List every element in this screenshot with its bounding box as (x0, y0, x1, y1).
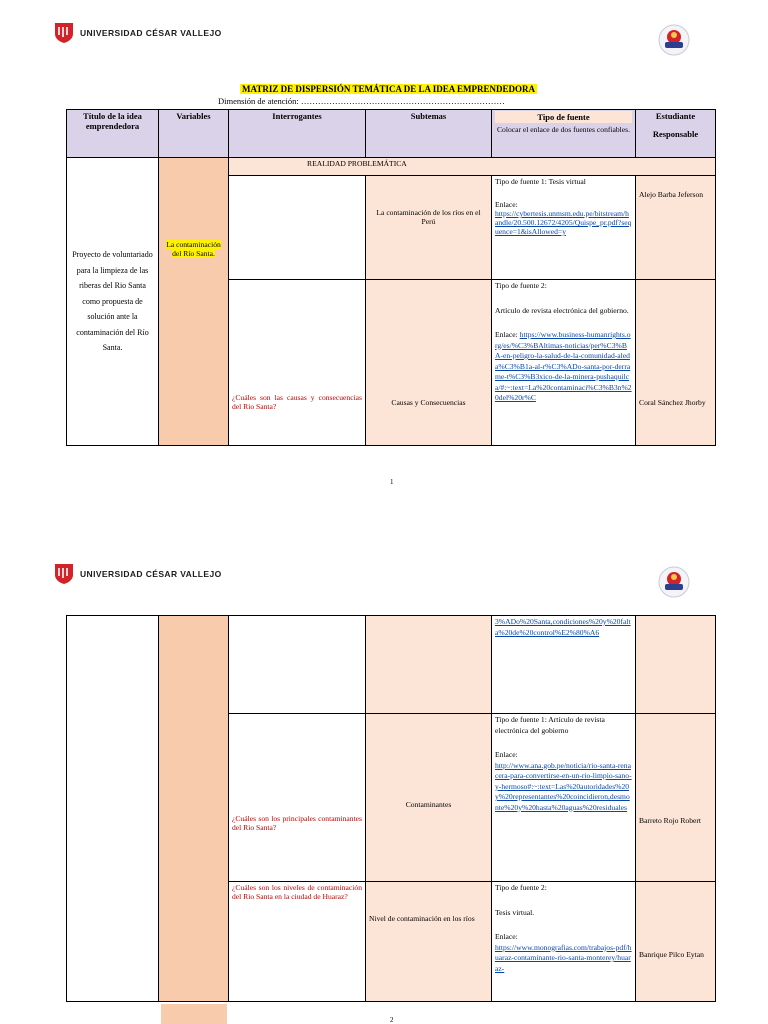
university-name: UNIVERSIDAD CÉSAR VALLEJO (80, 28, 222, 38)
idea-title-cell-continued (67, 616, 159, 1002)
col-header-interrogantes: Interrogantes (229, 110, 366, 158)
dispersion-matrix-page1 (66, 109, 716, 446)
variable-text: La contaminación del Río Santa. (166, 240, 221, 258)
student-name: Alejo Barba Jeferson (639, 190, 704, 199)
source-type: Tipo de fuente 1: Tesis virtual (495, 177, 586, 186)
source-type: Tipo de fuente 1: Artículo de revista electrónica del gobierno (495, 715, 605, 735)
university-name: UNIVERSIDAD CÉSAR VALLEJO (80, 569, 222, 579)
student-name: Barreto Rojo Robert (639, 816, 702, 825)
source-cell-4 (492, 882, 636, 1002)
estudiante-title: Estudiante (655, 111, 696, 121)
question-cell-3 (229, 714, 366, 882)
question-cell-continued (229, 616, 366, 714)
source-link[interactable]: http://www.ana.gob.pe/noticia/rio-santa-renacera-para-convertirse-en-un-rio-limpio-sano-y-hermoso#:~:text=Las%20autoridades%20y%20representantes%20coincidieron,desmonte%20y%20hasta%20aguas%20residuales (495, 760, 632, 812)
col-header-variables: Variables (159, 110, 229, 158)
question-text: ¿Cuáles son los principales contaminantes del Rio Santa? (232, 814, 362, 832)
source-link[interactable]: https://www.monografias.com/trabajos-pdf/huaraz-contaminante-rio-santa-monterey/huaraz- (495, 942, 632, 973)
question-text: ¿Cuáles son los niveles de contaminación del Rio Santa en la ciudad de Huaraz? (232, 883, 362, 901)
source-type: Tipo de fuente 2: (495, 883, 547, 892)
col-header-tipo-fuente (492, 110, 636, 158)
source-cell-2 (492, 280, 636, 446)
page-number-1: 1 (390, 478, 394, 486)
subtopic-cell-1 (366, 176, 492, 280)
student-cell-2 (636, 280, 716, 446)
question-cell-4 (229, 882, 366, 1002)
col-header-estudiante (636, 110, 716, 158)
university-logo-page2 (54, 563, 222, 585)
subtopic-cell-4 (366, 882, 492, 1002)
tipo-fuente-instruction: Colocar el enlace de dos fuentes confiables. (496, 125, 631, 134)
student-cell-1 (636, 176, 716, 280)
subtopic-text: Contaminantes (405, 800, 452, 809)
university-logo (54, 22, 222, 44)
source-type: Tipo de fuente 2: (495, 281, 547, 290)
subtopic-text: Causas y Consecuencias (391, 397, 466, 407)
dispersion-matrix-page2 (66, 615, 716, 1002)
section-label: REALIDAD PROBLEMÁTICA (307, 159, 407, 168)
estudiante-subtitle: Responsable (652, 129, 699, 139)
source-label: Enlace: (495, 330, 520, 339)
source-cell-continued (492, 616, 636, 714)
dimension-line: Dimensión de atención: ……………………………………………………………… (218, 96, 505, 106)
subtopic-text: La contaminación de los ríos en el Perú (376, 208, 481, 226)
col-header-titulo: Título de la idea emprendedora (67, 110, 159, 158)
source-cell-1 (492, 176, 636, 280)
student-cell-continued (636, 616, 716, 714)
source-link[interactable]: https://www.business-humanrights.org/es/%C3%BAltimas-noticias/per%C3%BA-en-peligro-la-salud-de-la-comunidad-aleda%C3%B1a-al-r%C3%ADo-santa-por-derrame-t%C3%B3xico-de-la-minera-pushaquilca/#:~:text=La%20contaminaci%C3%B3n%20del%20r%C (495, 330, 632, 402)
school-seal-icon (654, 562, 694, 602)
variable-column-overflow (161, 1004, 227, 1024)
document-title: MATRIZ DE DISPERSIÓN TEMÁTICA DE LA IDEA EMPRENDEDORA (242, 84, 535, 94)
student-name: Banrique Pilco Eytan (639, 950, 704, 959)
variable-cell-continued (159, 616, 229, 1002)
source-link[interactable]: https://cybertesis.unmsm.edu.pe/bitstream/handle/20.500.12672/4205/Quispe_pr.pdf?sequence=1&isAllowed=y (495, 209, 632, 236)
section-label-cell (229, 158, 716, 176)
student-cell-3 (636, 714, 716, 882)
question-text: ¿Cuáles son las causas y consecuencias del Rio Santa? (232, 393, 362, 411)
idea-title: Proyecto de voluntariado para la limpieza de las riberas del Rio Santa como propuesta de solución ante la contaminación del Río Santa. (72, 250, 153, 353)
subtopic-cell-2 (366, 280, 492, 446)
school-seal-icon (654, 20, 694, 60)
idea-title-cell (67, 158, 159, 446)
student-name: Coral Sánchez Jhorby (639, 397, 706, 407)
page-number-2: 2 (390, 1016, 394, 1024)
source-detail: Tesis virtual. (495, 907, 535, 917)
student-cell-4 (636, 882, 716, 1002)
source-cell-3 (492, 714, 636, 882)
subtopic-cell-continued (366, 616, 492, 714)
question-cell-2 (229, 280, 366, 446)
col-header-subtemas: Subtemas (366, 110, 492, 158)
source-detail: Artículo de revista electrónica del gobierno. (495, 305, 629, 315)
subtopic-cell-3 (366, 714, 492, 882)
variable-cell (159, 158, 229, 446)
question-cell-1 (229, 176, 366, 280)
source-label: Enlace: (495, 200, 518, 209)
subtopic-text: Nivel de contaminación en los ríos (369, 914, 475, 923)
source-link-continued[interactable]: 3%ADo%20Santa,condiciones%20y%20falta%20de%20control%E2%80%A6 (495, 617, 631, 637)
university-shield-icon (54, 22, 74, 44)
source-label: Enlace: (495, 750, 518, 759)
source-label: Enlace: (495, 932, 518, 941)
tipo-fuente-title: Tipo de fuente (495, 111, 632, 123)
university-shield-icon (54, 563, 74, 585)
